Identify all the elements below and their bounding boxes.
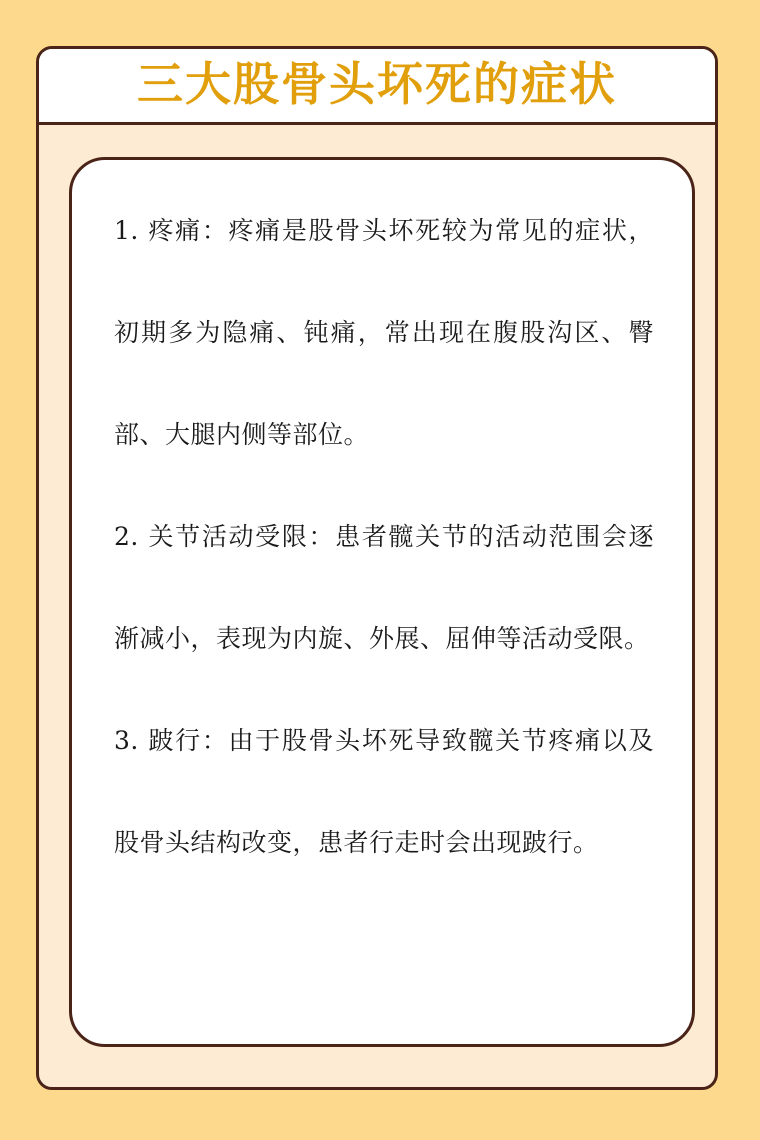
page-title: 三大股骨头坏死的症状 <box>137 56 617 111</box>
symptom-number: 3. <box>114 726 139 755</box>
symptom-text: 跛行：由于股骨头坏死导致髋关节疼痛以及股骨头结构改变，患者行走时会出现跛行。 <box>114 726 654 857</box>
symptom-text: 关节活动受限：患者髋关节的活动范围会逐渐减小，表现为内旋、外展、屈伸等活动受限。 <box>114 522 654 653</box>
symptom-item-limp <box>114 690 654 894</box>
symptom-item-pain <box>114 180 654 486</box>
symptom-number: 1. <box>114 216 139 245</box>
title-bar <box>39 49 715 125</box>
symptom-list <box>69 157 695 1047</box>
content-card <box>36 46 718 1090</box>
symptom-number: 2. <box>114 522 139 551</box>
symptom-text: 疼痛：疼痛是股骨头坏死较为常见的症状，初期多为隐痛、钝痛，常出现在腹股沟区、臀部、大腿内侧等部位。 <box>114 216 654 449</box>
symptom-item-mobility <box>114 486 654 690</box>
